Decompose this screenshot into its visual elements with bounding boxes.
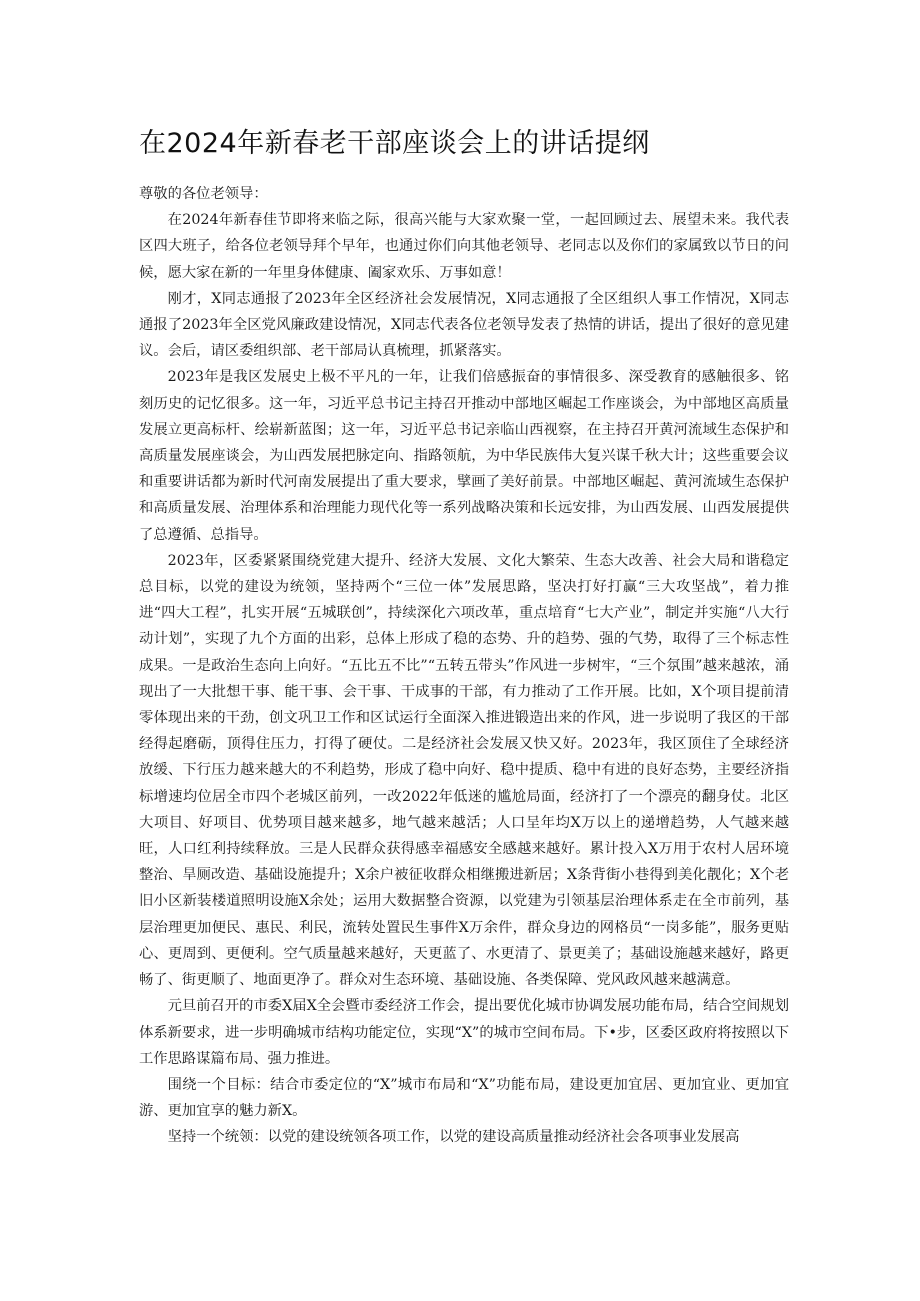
paragraph-2023-achievements: 2023年，区委紧紧围绕党建大提升、经济大发展、文化大繁荣、生态大改善、社会大局和谐稳定总目标，以党的建设为统领，坚持两个“三位一体”发展思路，坚决打好打赢“三大攻坚战”，着力推进“四大工程”，扎实开展“五城联创”，持续深化六项改革，重点培育“七大产业”，制定并实施“八大行动计划”，实现了九个方面的出彩，总体上形成了稳的态势、升的趋势、强的气势，取得了三个标志性成果。一是政治生态向上向好。“五比五不比”“五转五带头”作风进一步树牢，“三个氛围”越来越浓，涌现出了一大批想干事、能干事、会干事、干成事的干部，有力推动了工作开展。比如，X个项目提前清零体现出来的干劲，创文巩卫工作和区试运行全面深入推进锻造出来的作风，进一步说明了我区的干部经得起磨砺，顶得住压力，打得了硬仗。二是经济社会发展又快又好。2023年，我区顶住了全球经济放缓、下行压力越来越大的不利趋势，形成了稳中向好、稳中提质、稳中有进的良好态势，主要经济指标增速均位居全市四个老城区前列，一改2022年低迷的尴尬局面，经济打了一个漂亮的翻身仗。北区大项目、好项目、优势项目越来越多，地气越来越活；人口呈年均X万以上的递增趋势，人气越来越旺，人口红利持续释放。三是人民群众获得感幸福感安全感越来越好。累计投入X万用于农村人居环境整治、旱厕改造、基础设施提升；X余户被征收群众相继搬进新居；X条背街小巷得到美化靓化；X个老旧小区新装楼道照明设施X余处；运用大数据整合资源，以党建为引领基层治理体系走在全市前列，基层治理更加便民、惠民、利民，流转处置民生事件X万余件，群众身边的网格员“一岗多能”，服务更贴心、更周到、更便利。空气质量越来越好，天更蓝了、水更清了、景更美了；基础设施越来越好，路更畅了、街更顺了、地面更净了。群众对生态环境、基础设施、各类保障、党风政风越来越满意。 (139, 552, 789, 989)
document-body (139, 181, 789, 1151)
document-title: 在2024年新春老干部座谈会上的讲话提纲 (139, 128, 650, 159)
paragraph-one-goal: 围绕一个目标：结合市委定位的“X”城市布局和“X”功能布局，建设更加宜居、更加宜业、更加宜游、更加宜享的魅力新X。 (139, 1076, 789, 1120)
paragraph-greeting: 在2024年新春佳节即将来临之际，很高兴能与大家欢聚一堂，一起回顾过去、展望未来。我代表区四大班子，给各位老领导拜个早年，也通过你们向其他老领导、老同志以及你们的家属致以节日的问候，愿大家在新的一年里身体健康、阖家欢乐、万事如意！ (139, 212, 789, 281)
paragraph-one-leadership: 坚持一个统领：以党的建设统领各项工作，以党的建设高质量推动经济社会各项事业发展高 (167, 1129, 740, 1146)
paragraph-next-steps: 元旦前召开的市委X届X全会暨市委经济工作会，提出要优化城市协调发展功能布局，结合空间规划体系新要求，进一步明确城市结构功能定位，实现“X”的城市空间布局。下•步，区委区政府将按照以下工作思路谋篇布局、强力推进。 (139, 998, 789, 1067)
salutation: 尊敬的各位老领导： (139, 186, 268, 202)
paragraph-reports: 刚才，X同志通报了2023年全区经济社会发展情况，X同志通报了全区组织人事工作情况，X同志通报了2023年全区党风廉政建设情况，X同志代表各位老领导发表了热情的讲话，提出了很好的意见建议。会后，请区委组织部、老干部局认真梳理，抓紧落实。 (139, 290, 789, 360)
paragraph-2023-significance: 2023年是我区发展史上极不平凡的一年，让我们倍感振奋的事情很多、深受教育的感触很多、铭刻历史的记忆很多。这一年，习近平总书记主持召开推动中部地区崛起工作座谈会，为中部地区高质量发展立更高标杆、绘崭新蓝图；这一年，习近平总书记亲临山西视察，在主持召开黄河流域生态保护和高质量发展座谈会，为山西发展把脉定向、指路领航，为中华民族伟大复兴谋千秋大计；这些重要会议和重要讲话都为新时代河南发展提出了重大要求，擘画了美好前景。中部地区崛起、黄河流域生态保护和高质量发展、治理体系和治理能力现代化等一系列战略决策和长远安排，为山西发展、山西发展提供了总遵循、总指导。 (139, 369, 789, 543)
